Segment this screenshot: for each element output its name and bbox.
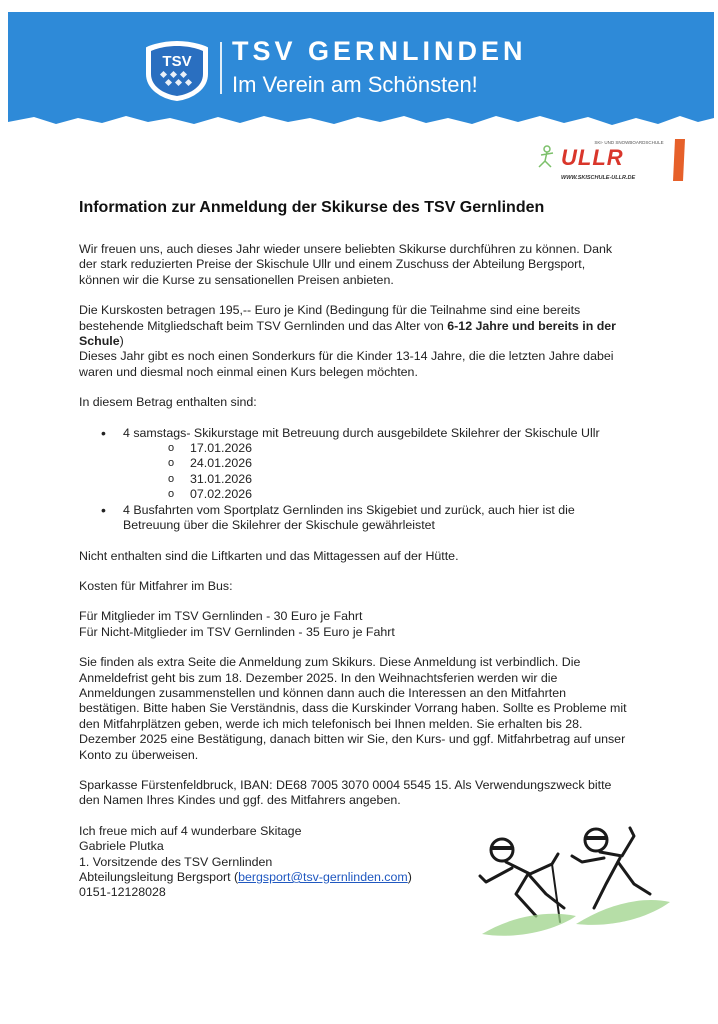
snowboarder-right-figure [572, 828, 650, 908]
header-banner [8, 12, 714, 130]
course-dates-list [123, 441, 627, 503]
skiers-illustration [472, 812, 672, 962]
costs-text-b: ) [119, 334, 124, 349]
list-item [79, 503, 627, 534]
document-title: Information zur Anmeldung der Skikurse des TSV Gernlinden [79, 199, 545, 216]
banner-background [8, 12, 714, 125]
registration-paragraph: Sie finden als extra Seite die Anmeldung zum Skikurs. Diese Anmeldung ist verbindlich. Die Anmeldefrist geht bis zum 18. Dezember 2025. In den Weihnachtsferien werden wir die Anmeldungen zusammenstellen und können dann auch die Interessen an den Mitfahrten bestätigen. Bitte haben Sie Verständnis, dass die Kurskinder Vorrang haben. Sollte es Probleme mit den Mitfahrplätzen geben, werde ich mich telefonisch bei Ihnen melden. Sie erhalten bis 28. Dezember 2025 eine Bestätigung, danach bitten wir Sie, den Kurs- und ggf. Mitfahrbetrag auf unser Konto zu überweisen. [79, 655, 627, 762]
included-intro: In diesem Betrag enthalten sind: [79, 395, 257, 410]
ullr-url: WWW.SKISCHULE-ULLR.DE [561, 175, 636, 181]
crest-text: TSV [162, 53, 192, 70]
intro-paragraph: Wir freuen uns, auch dieses Jahr wieder unsere beliebten Skikurse durchführen zu können. Dank der stark reduzierten Preise der Skischule Ullr und einem Zuschuss der Abteilung Bergsport, können wir die Kurse zu sensationellen Preisen anbieten. [79, 242, 613, 287]
header-divider [220, 42, 222, 94]
not-included-paragraph: Nicht enthalten sind die Liftkarten und das Mittagessen auf der Hütte. [79, 548, 459, 563]
bank-paragraph: Sparkasse Fürstenfeldbruck, IBAN: DE68 7005 3070 0004 5545 15. Als Verwendungszweck bitte den Namen Ihres Kindes und ggf. des Mitfahrers angeben. [79, 777, 612, 808]
included-list [79, 426, 627, 534]
department-close: ) [407, 870, 412, 884]
costs-age-requirement: 6-12 Jahre und bereits in der Schule [79, 318, 616, 349]
ullr-ski-school-logo [533, 137, 689, 183]
closing-line: Ich freue mich auf 4 wunderbare Skitage [79, 823, 302, 838]
course-date: o 07.02.2026 [168, 487, 627, 502]
course-date: o 17.01.2026 [168, 441, 627, 456]
email-link[interactable]: bergsport@tsv-gernlinden.com [238, 870, 408, 884]
ullr-accent-stripe [673, 139, 685, 181]
tsv-crest-logo [143, 40, 211, 102]
special-course-paragraph: Dieses Jahr gibt es noch einen Sonderkurs für die Kinder 13-14 Jahre, die die letzten Jahre dabei waren und diesmal noch einmal einen Kurs belegen möchten. [79, 349, 614, 379]
bus-cost-nonmembers: Für Nicht-Mitglieder im TSV Gernlinden - 35 Euro je Fahrt [79, 624, 395, 639]
bus-cost-members: Für Mitglieder im TSV Gernlinden - 30 Euro je Fahrt [79, 609, 363, 624]
included-item-bus: 4 Busfahrten vom Sportplatz Gernlinden ins Skigebiet und zurück, auch hier ist die Betreuung über die Skilehrer der Skischule gewährleistet [123, 502, 575, 533]
board-right [576, 900, 670, 925]
board-left [482, 914, 576, 936]
signer-phone: 0151-12128028 [79, 885, 166, 900]
list-item [79, 426, 627, 503]
ullr-tagline: SKI- UND SNOWBOARDSCHULE [594, 140, 664, 145]
ullr-name: ULLR [561, 145, 624, 170]
signer-role: 1. Vorsitzende des TSV Gernlinden [79, 854, 273, 869]
department-label: Abteilungsleitung Bergsport ( [79, 870, 239, 884]
snowboarder-left-figure [480, 839, 564, 922]
included-item-courses: 4 samstags- Skikurstage mit Betreuung durch ausgebildete Skilehrer der Skischule Ullr [123, 425, 600, 440]
costs-text-a: Die Kurskosten betragen 195,-- Euro je Kind (Bedingung für die Teilnahme sind eine bereits bestehende Mitgliedschaft beim TSV Gernlinden und das Alter von [79, 303, 581, 333]
bus-costs-intro: Kosten für Mitfahrer im Bus: [79, 578, 233, 593]
course-date: o 24.01.2026 [168, 456, 627, 471]
document-body [79, 198, 627, 901]
signer-name: Gabriele Plutka [79, 839, 164, 854]
skier-figure-icon [539, 146, 553, 167]
costs-paragraph [79, 303, 627, 349]
course-date: o 31.01.2026 [168, 472, 627, 487]
club-slogan: Im Verein am Schönsten! [232, 72, 478, 97]
club-name: TSV GERNLINDEN [232, 36, 527, 66]
